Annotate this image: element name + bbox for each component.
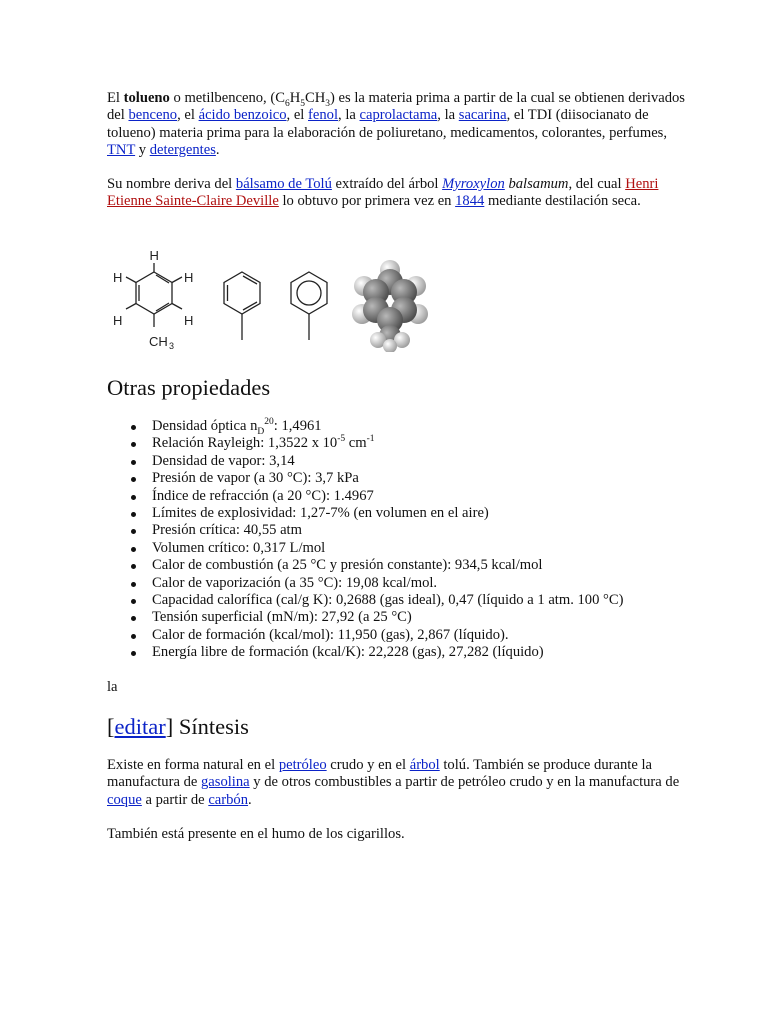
- list-item: [107, 522, 623, 539]
- text: mediante destilación seca.: [484, 193, 641, 210]
- properties-list: [107, 418, 623, 661]
- h-label: H: [113, 313, 123, 328]
- link-fenol[interactable]: fenol: [308, 107, 339, 124]
- list-item: [107, 488, 623, 505]
- text: .: [248, 791, 252, 808]
- link-benceno[interactable]: benceno: [128, 107, 178, 124]
- text: Existe en forma natural en el: [107, 757, 279, 773]
- link-detergentes[interactable]: detergentes: [149, 142, 216, 159]
- intro-paragraph-1: [107, 90, 687, 160]
- link-arbol[interactable]: árbol: [409, 757, 440, 773]
- text: Volumen crítico: 0,317 L/mol: [152, 539, 326, 556]
- superscript: -5: [337, 434, 346, 445]
- superscript: -1: [366, 434, 375, 445]
- text: y de otros combustibles a partir de petróleo crudo y en la manufactura de: [249, 774, 680, 791]
- heading-sintesis: [107, 714, 249, 740]
- link-caprolactama[interactable]: caprolactama: [359, 107, 438, 124]
- text: Densidad de vapor: 3,14: [152, 452, 295, 469]
- list-item: [107, 592, 623, 609]
- list-item: [107, 418, 623, 435]
- link-carbon[interactable]: carbón: [208, 791, 249, 808]
- text: Relación Rayleigh: 1,3522 x 10: [152, 435, 338, 452]
- text: Energía libre de formación (kcal/K): 22,228 (gas), 27,282 (líquido): [152, 644, 544, 661]
- text: Calor de combustión (a 25 °C y presión constante): 934,5 kcal/mol: [152, 557, 543, 574]
- toluene-skeletal-aromatic: [285, 266, 333, 342]
- subscript: D: [257, 426, 265, 437]
- text: Densidad óptica n: [152, 418, 258, 434]
- text: H: [289, 90, 301, 106]
- sintesis-paragraph-1: [107, 757, 687, 809]
- text: Límites de explosividad: 1,27-7% (en volumen en el aire): [152, 504, 489, 521]
- intro-paragraph-2: [107, 176, 672, 211]
- text: Su nombre deriva del: [107, 176, 236, 192]
- text: lo obtuvo por primera vez en: [278, 193, 456, 210]
- subscript: 6: [284, 98, 290, 109]
- stray-text: la: [107, 679, 118, 695]
- text: o metilbenceno, (C: [169, 90, 285, 106]
- text: .: [215, 142, 220, 159]
- list-item: [107, 575, 623, 592]
- link-sacarina[interactable]: sacarina: [458, 107, 507, 124]
- text: Tensión superficial (mN/m): 27,92 (a 25 °C): [152, 609, 412, 626]
- list-item: [107, 540, 623, 557]
- text: , el: [286, 107, 309, 124]
- link-myroxylon[interactable]: Myroxylon: [442, 176, 505, 192]
- edit-link[interactable]: editar: [114, 714, 166, 739]
- text: , la: [338, 107, 360, 124]
- text: Presión de vapor (a 30 °C): 3,7 kPa: [152, 470, 359, 487]
- section-title: Síntesis: [173, 714, 249, 739]
- subscript: 5: [300, 98, 305, 109]
- list-item: [107, 609, 623, 626]
- h-label: H: [113, 270, 123, 285]
- toluene-structural-formula: [108, 248, 200, 352]
- text: Índice de refracción (a 20 °C): 1.4967: [152, 487, 374, 504]
- ch3-subscript: 3: [169, 341, 175, 351]
- sintesis-paragraph-2: También está presente en el humo de los cigarillos.: [107, 826, 405, 842]
- list-item: [107, 453, 623, 470]
- text: Presión crítica: 40,55 atm: [152, 522, 302, 539]
- list-item: [107, 557, 623, 574]
- h-label: H: [184, 313, 194, 328]
- list-item: [107, 644, 623, 661]
- text: Calor de formación (kcal/mol): 11,950 (gas), 2,867 (líquido).: [152, 626, 509, 643]
- h-label: H: [149, 248, 159, 263]
- list-item: [107, 505, 623, 522]
- text: Capacidad calorífica (cal/g K): 0,2688 (gas ideal), 0,47 (líquido a 1 atm. 100 °C): [152, 591, 624, 608]
- text: a partir de: [141, 791, 209, 808]
- superscript: 20: [264, 417, 274, 428]
- link-1844[interactable]: 1844: [455, 193, 485, 210]
- text: crudo y en el: [326, 757, 410, 773]
- link-tnt[interactable]: TNT: [107, 142, 136, 159]
- text: Calor de vaporización (a 35 °C): 19,08 kcal/mol.: [152, 574, 438, 591]
- link-acido-benzoico[interactable]: ácido benzoico: [198, 107, 287, 124]
- text: , del cual: [568, 176, 626, 192]
- text: ) es la materia prima a partir de la cual se obtienen derivados del: [107, 90, 685, 124]
- text: , el: [177, 107, 199, 124]
- link-petroleo[interactable]: petróleo: [278, 757, 327, 773]
- text: : 1,4961: [273, 418, 322, 434]
- list-item: [107, 627, 623, 644]
- ch3-label: CH: [149, 334, 168, 349]
- list-item: [107, 435, 623, 452]
- link-deville[interactable]: Henri Etienne Sainte-Claire Deville: [107, 176, 659, 210]
- text: El: [107, 90, 124, 106]
- text: extraído del árbol: [331, 176, 443, 192]
- text: cm: [345, 435, 367, 452]
- link-gasolina[interactable]: gasolina: [201, 774, 250, 791]
- h-label: H: [184, 270, 194, 285]
- subscript: 3: [325, 98, 331, 109]
- bracket: ]: [165, 714, 174, 739]
- toluene-skeletal-kekule: [218, 266, 266, 342]
- text: , la: [437, 107, 459, 124]
- text: CH: [305, 90, 326, 106]
- text: y: [135, 142, 150, 159]
- heading-otras-propiedades: Otras propiedades: [107, 375, 271, 400]
- bracket: [: [107, 714, 115, 739]
- list-item: [107, 470, 623, 487]
- bold-term: tolueno: [123, 90, 170, 106]
- italic-text: balsamum: [504, 176, 569, 192]
- link-balsamo-de-tolu[interactable]: bálsamo de Tolú: [235, 176, 332, 192]
- link-coque[interactable]: coque: [107, 791, 142, 808]
- text: tolú. También se produce durante la manufactura de: [107, 757, 652, 791]
- text: , el TDI (diisocianato de tolueno) materia prima para la elaboración de poliuretano, medicamentos, colorantes, perfumes,: [107, 107, 668, 141]
- toluene-space-filling-model: [348, 256, 432, 352]
